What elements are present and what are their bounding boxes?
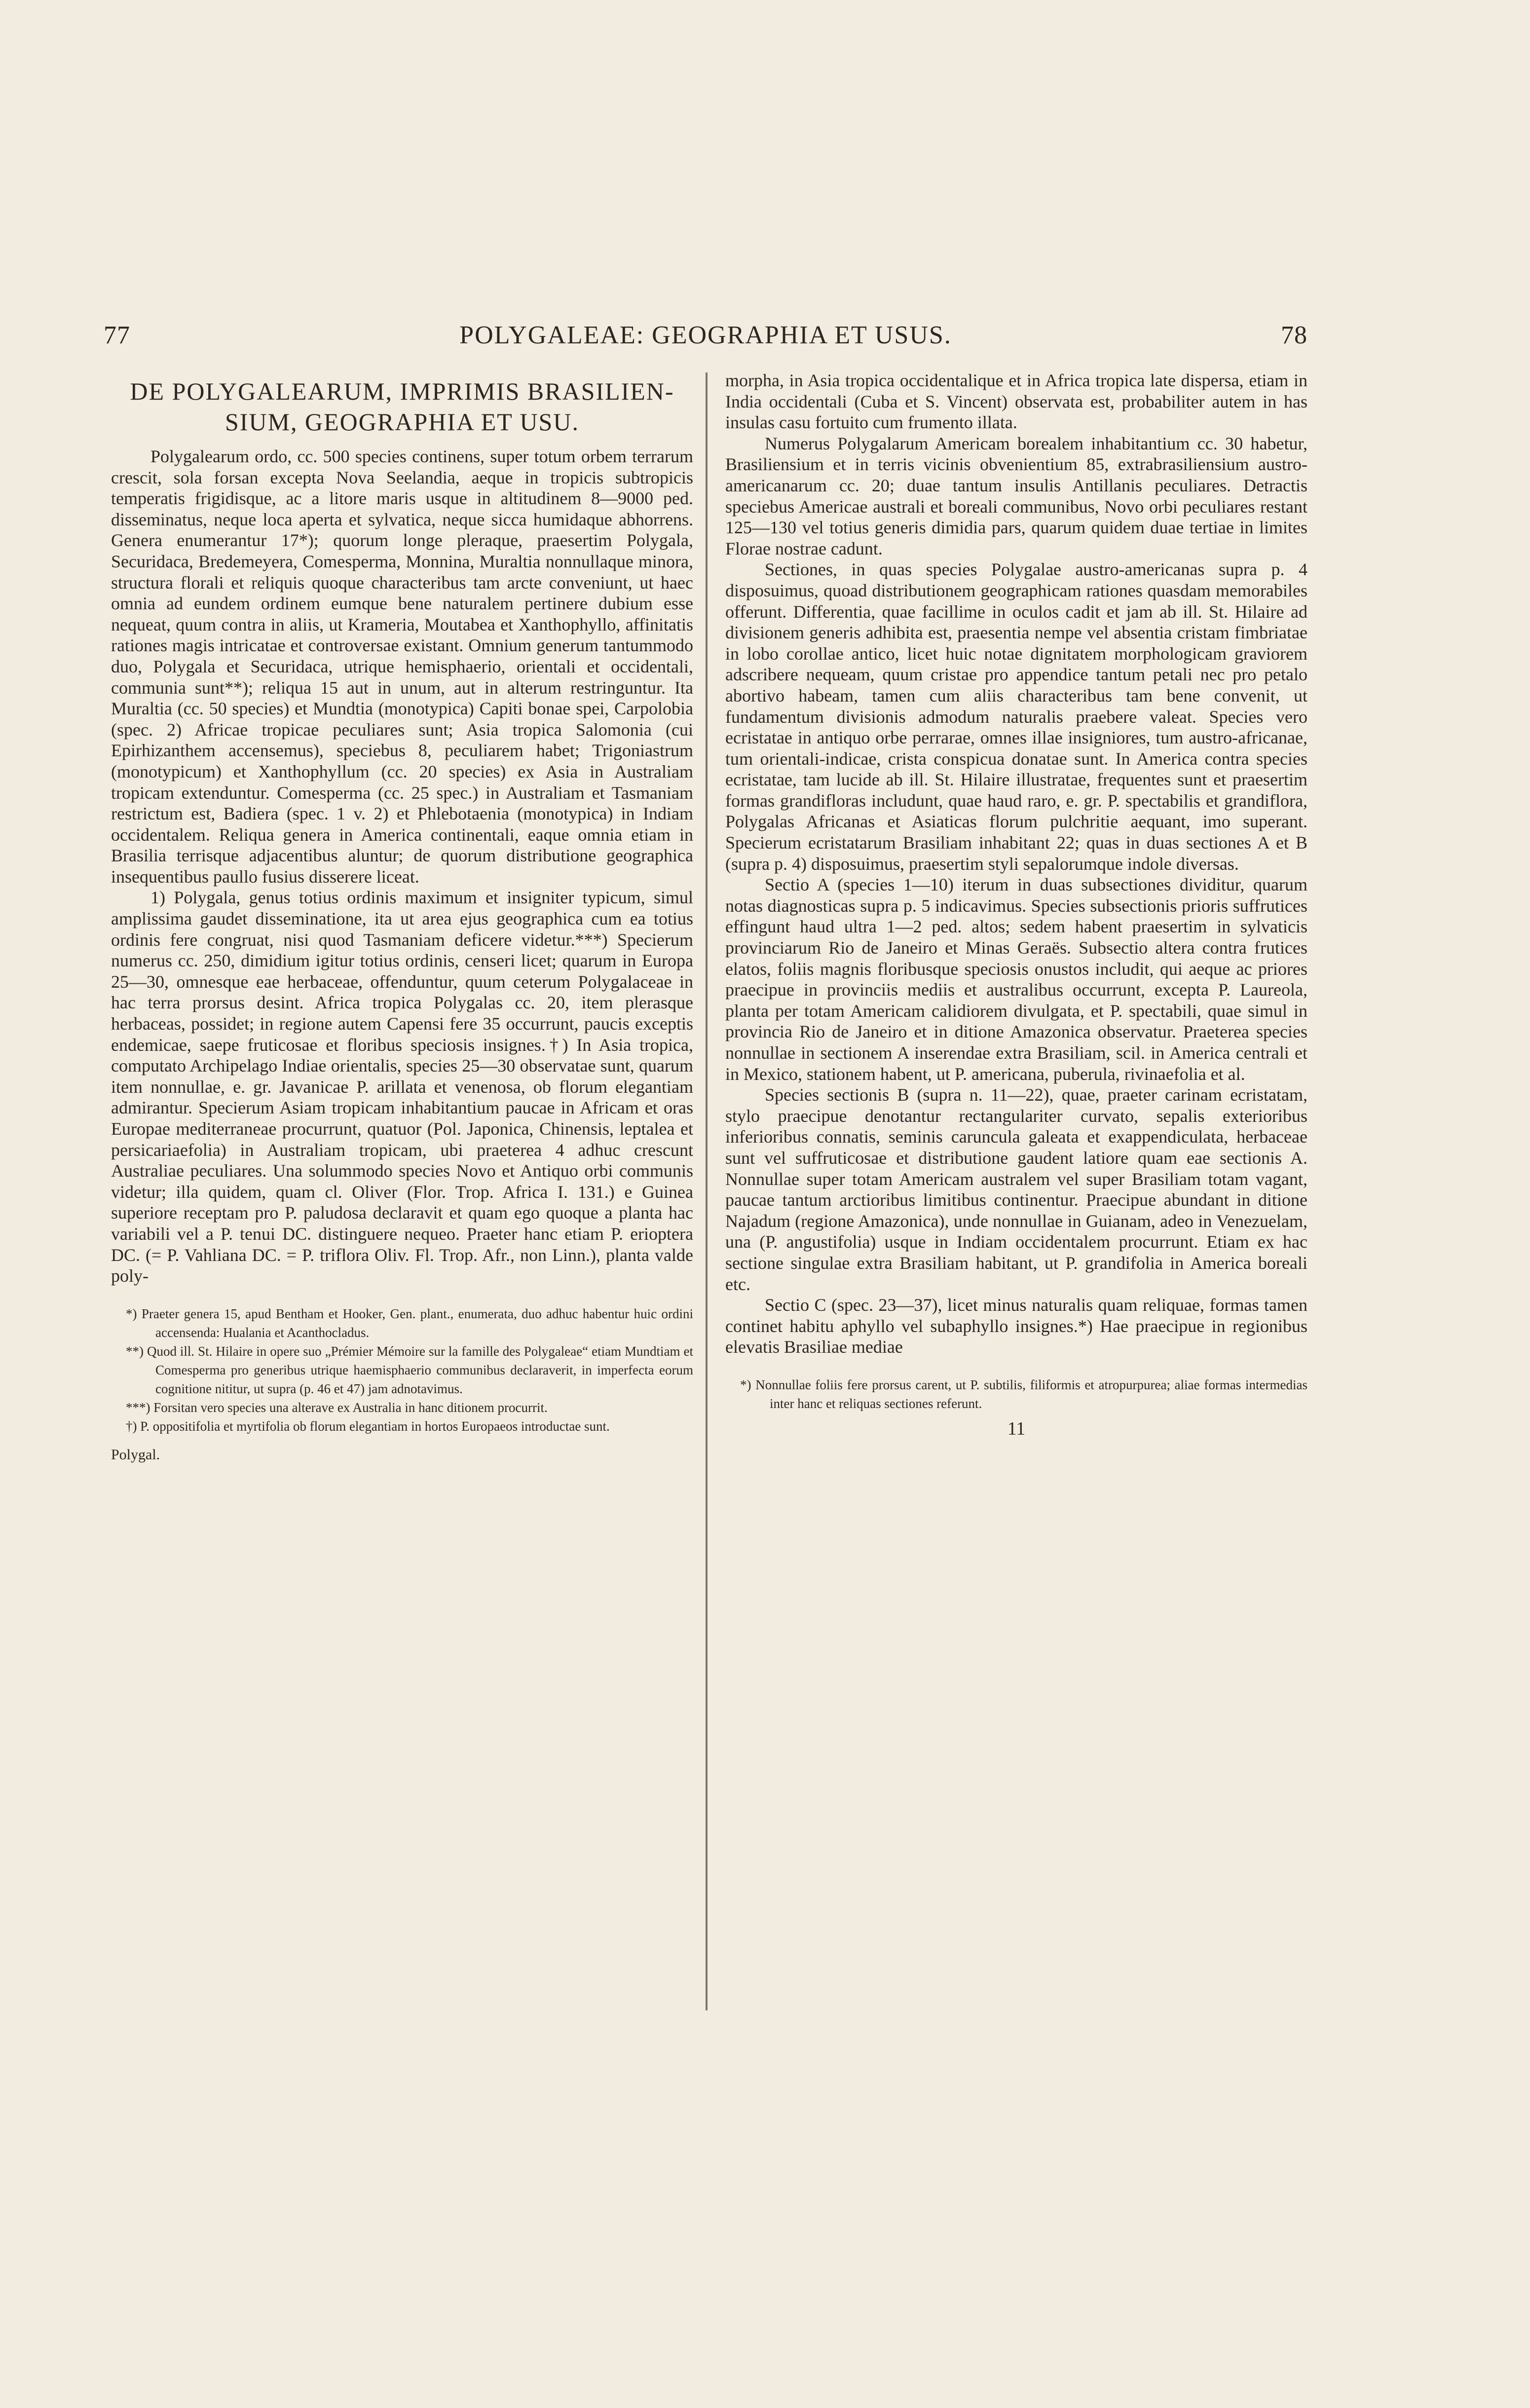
section-title-line-1: DE POLYGALEARUM, IMPRIMIS BRASILIEN- [130,377,674,405]
running-title: POLYGALEAE: GEOGRAPHIA ET USUS. [459,321,952,349]
signature-mark: Polygal. [111,1446,160,1463]
left-page-number: 77 [104,321,130,349]
paragraph: Numerus Polygalarum Americam borealem inhabitantium cc. 30 habetur, Brasiliensium et in terris vicinis obvenientium 85, extrabrasiliensium austro-americanarum cc. 20; duae tantum insulis Antillanis peculiares. Detractis speciebus Americae australi et boreali communibus, Novo orbi peculiares restant 125—130 vel totius generis dimidia pars, quarum quidem duae tertiae in limites Florae nostrae cadunt. [725,433,1307,558]
right-body-text [725,370,1307,1358]
paragraph: Species sectionis B (supra n. 11—22), quae, praeter carinam ecristatam, stylo praecipue denotantur rectangulariter curvato, sepalis exterioribus inferioribus connatis, seminis caruncula galeata et exappendiculata, herbaceae sunt vel suffruticosae et distributione gaudent latiore quam eae sectionis A. Nonnullae super totam Americam australem vel super Brasiliam totam vagant, paucae tantum arctioribus limitibus continentur. Praecipue abundant in ditione Najadum (regione Amazonica), unde nonnullae in Guianam, adeo in Venezuelam, una (P. angustifolia) usque in Indiam occidentalem procurrunt. Etiam ex hac sectione singulae extra Brasiliam habitant, ut P. grandifolia in America boreali etc. [725,1085,1307,1294]
right-footnotes [725,1375,1307,1413]
column-divider [706,372,708,2010]
right-column [725,370,1307,1440]
section-title [111,376,693,437]
footnote: *) Praeter genera 15, apud Bentham et Hooker, Gen. plant., enumerata, duo adhuc habentur huic ordini accensenda: Hualania et Acanthocladus. [126,1306,693,1340]
footnote: **) Quod ill. St. Hilaire in opere suo „Prémier Mémoire sur la famille des Polygaleae“ etiam Mundtiam et Comesperma pro generibus utrique haemisphaerio communibus declaraverit, in imperfecta eorum cognitione nititur, ut supra (p. 46 et 47) jam adnotavimus. [126,1343,693,1396]
sheet-folio: 11 [1007,1418,1026,1439]
left-column [111,370,693,1463]
paragraph: morpha, in Asia tropica occidentalique et in Africa tropica late dispersa, etiam in India occidentali (Cuba et S. Vincent) observata est, probabiliter autem in has insulas casu fortuito cum frumento illata. [725,370,1307,433]
running-header [104,321,1307,360]
right-page-number: 78 [1281,321,1307,349]
paragraph: Polygalearum ordo, cc. 500 species continens, super totum orbem terrarum crescit, sola forsan excepta Nova Seelandia, aeque in tropicis subtropicis temperatis frigidisque, ac a litore maris usque in altitudinem 8—9000 ped. disseminatus, neque loca aperta et sylvatica, neque sicca humidaque abhorrens. Genera enumerantur 17*); quorum longe pleraque, praesertim Polygala, Securidaca, Bredemeyera, Comesperma, Monnina, Muraltia nonnullaque minora, structura florali et reliquis quoque characteribus tam arcte conveniunt, ut haec omnia ad eundem ordinem eumque bene naturalem pertinere dubium esse nequeat, quum contra in aliis, ut Krameria, Moutabea et Xanthophyllo, affinitatis rationes magis intricatae et controversae existant. Omnium generum tantummodo duo, Polygala et Securidaca, utrique hemisphaerio, orientali et occidentali, communia sunt**); reliqua 15 aut in unum, aut in alterum restringuntur. Ita Muraltia (cc. 50 species) et Mundtia (monotypica) Capiti bonae spei, Carpolobia (spec. 2) Africae tropicae peculiares sunt; Asia tropica Salomonia (cui Epirhizanthem accensemus), speciebus 8, peculiarem habet; Trigoniastrum (monotypicum) et Xanthophyllum (cc. 20 species) ex Asia in Australiam tropicam extenduntur. Comesperma (cc. 25 spec.) in Australiam et Tasmaniam restrictum est, Badiera (spec. 1 v. 2) et Phlebotaenia (monotypica) in Indiam occidentalem. Reliqua genera in America continentali, eaque omnia etiam in Brasilia terrisque adjacentibus aluntur; de quorum distributione geographica insequentibus paullo fusius disserere liceat. [111,446,693,887]
left-footnotes [111,1304,693,1436]
footnote: ***) Forsitan vero species una alterave ex Australia in hanc ditionem procurrit. [126,1400,548,1415]
footnote: *) Nonnullae foliis fere prorsus carent, ut P. subtilis, filiformis et atropurpurea; aliae formas intermedias inter hanc et reliquas sectiones referunt. [740,1377,1307,1411]
paragraph: Sectiones, in quas species Polygalae austro-americanas supra p. 4 disposuimus, quoad distributionem geographicam rationes quasdam memorabiles offerunt. Differentia, quae facillime in oculos cadit et jam ab ill. St. Hilaire ad divisionem generis adhibita est, praesentia nempe vel absentia cristam fimbriatae in lobo corollae antico, licet huic notae dignitatem morphologicam graviorem adscribere nequeam, quum cristae pro appendice tantum petali nec pro petalo abortivo habeam, tamen cum aliis characteribus tam bene convenit, ut fundamentum divisionis admodum naturalis praebere valeat. Species vero ecristatae in antiquo orbe perrarae, omnes illae insigniores, tum austro-africanae, tum orientali-indicae, crista conspicua donatae sunt. In America contra species ecristatae, tam lucide ab ill. St. Hilaire illustratae, frequentes sunt et praesertim formas grandifloras includunt, quae haud raro, e. gr. P. spectabilis et grandiflora, Polygalas Africanas et Asiaticas florum pulchritie aequant, imo superant. Specierum ecristatarum Brasiliam inhabitant 22; quas in duas sectiones A et B (supra p. 4) disposuimus, praesertim styli sepalorumque indole diversas. [725,559,1307,874]
section-title-line-2: SIUM, GEOGRAPHIA ET USU. [225,408,579,436]
footnote: †) P. oppositifolia et myrtifolia ob florum elegantiam in hortos Europaeos introductae sunt. [126,1418,610,1434]
left-body-text [111,446,693,1287]
paragraph: 1) Polygala, genus totius ordinis maximum et insigniter typicum, simul amplissima gaudet disseminatione, ita ut area ejus geographica cum ea totius ordinis fere congruat, nisi quod Tasmaniam deficere videtur.***) Specierum numerus cc. 250, dimidium igitur totius ordinis, censeri licet; quarum in Europa 25—30, omnesque eae herbaceae, offenduntur, quum ceterum Polygalaceae in hac terra prorsus desint. Africa tropica Polygalas cc. 20, item plerasque herbaceas, possidet; in regione autem Capensi fere 35 occurrunt, paucis exceptis endemicae, saepe fruticosae et floribus speciosis insignes.†) In Asia tropica, computato Archipelago Indiae orientalis, species 25—30 observatae sunt, quarum item nonnullae, e. gr. Javanicae P. arillata et venenosa, ob florum elegantiam admirantur. Specierum Asiam tropicam inhabitantium paucae in Africam et oras Europae mediterraneae procurrunt, quatuor (Pol. Japonica, Chinensis, leptalea et persicariaefolia) in Australiam tropicam, ubi praeterea 4 adhuc crescunt Australiae peculiares. Una solummodo species Novo et Antiquo orbi communis videtur; illa quidem, quam cl. Oliver (Flor. Trop. Africa I. 131.) e Guinea superiore receptam pro P. paludosa declaravit et quam ego quoque a planta hac variabili vel a P. tenui DC. distinguere nequeo. Praeter hanc etiam P. erioptera DC. (= P. Vahliana DC. = P. triflora Oliv. Fl. Trop. Afr., non Linn.), planta valde poly- [111,888,693,1286]
paragraph: Sectio A (species 1—10) iterum in duas subsectiones dividitur, quarum notas diagnosticas supra p. 5 indicavimus. Species subsectionis prioris suffrutices effingunt haud ultra 1—2 ped. altos; sedem habent praesertim in sylvaticis provinciarum Rio de Janeiro et Minas Geraës. Subsectio altera contra frutices elatos, foliis magnis floribusque speciosis onustos includit, qui aeque ac priores praecipue in provinciis mediis et australibus occurrunt, excepta P. Laureola, planta per totam Americam calidiorem divulgata, et P. spectabili, quae simul in provincia Rio de Janeiro et in ditione Amazonica observatur. Praeterea species nonnullae in sectionem A inserendae extra Brasiliam, scil. in America centrali et in Mexico, stationem habent, ut P. americana, puberula, rivinaefolia et al. [725,875,1307,1084]
paragraph: Sectio C (spec. 23—37), licet minus naturalis quam reliquae, formas tamen continet habitu aphyllo vel subaphyllo insignes.*) Hae praecipue in regionibus elevatis Brasiliae mediae [725,1295,1307,1357]
